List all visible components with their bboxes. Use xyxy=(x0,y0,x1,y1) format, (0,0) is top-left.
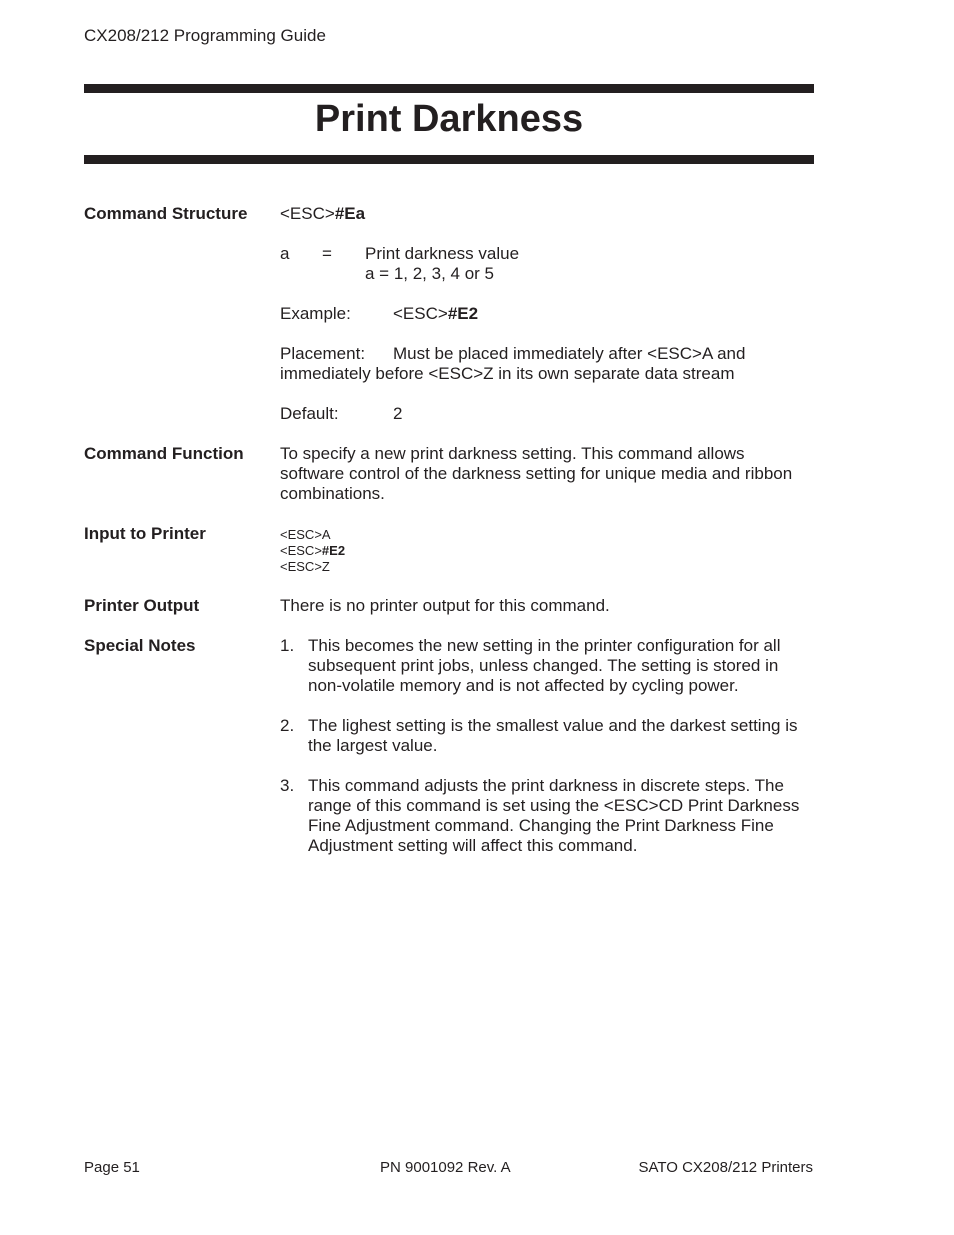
note-text: This command adjusts the print darkness in discrete steps. The range of this command is set using the <ESC>CD Print Darkness Fine Adjustment command. Changing the Print Darkness Fine Adjustment setting will affect this command. xyxy=(308,776,800,855)
note-number: 3. xyxy=(280,776,295,795)
note-text: This becomes the new setting in the printer configuration for all subsequent print jobs, unless changed. The setting is stored in non-volatile memory and is not affected by cycling power. xyxy=(308,636,781,695)
running-header: CX208/212 Programming Guide xyxy=(84,26,326,45)
placement-line-2: immediately before <ESC>Z in its own separate data stream xyxy=(280,364,735,383)
command-function-text: To specify a new print darkness setting. This command allows software control of the darkness setting for unique media and ribbon combinations. xyxy=(280,444,793,503)
footer-page-number: Page 51 xyxy=(84,1159,140,1176)
title-rule-top xyxy=(84,84,814,93)
page-title: Print Darkness xyxy=(314,98,584,140)
input-line-2-prefix: <ESC> xyxy=(280,543,322,558)
default-value: 2 xyxy=(393,404,403,423)
input-line-1: <ESC>A xyxy=(280,527,331,542)
example-value xyxy=(393,304,478,324)
special-notes-label: Special Notes xyxy=(84,636,196,655)
param-desc: Print darkness value xyxy=(365,244,520,263)
footer-product: SATO CX208/212 Printers xyxy=(638,1159,813,1176)
title-rule-bottom xyxy=(84,155,814,164)
param-eq: = xyxy=(322,244,332,263)
input-line-3: <ESC>Z xyxy=(280,559,330,574)
param-values: a = 1, 2, 3, 4 or 5 xyxy=(365,264,495,283)
note-number: 1. xyxy=(280,636,295,655)
param-name: a xyxy=(280,244,290,263)
note-number: 2. xyxy=(280,716,295,735)
example-label: Example: xyxy=(280,304,351,323)
example-command: #E2 xyxy=(447,304,479,323)
command-prefix: <ESC> xyxy=(280,204,335,223)
placement-line-1: Must be placed immediately after <ESC>A and xyxy=(393,344,746,363)
example-prefix: <ESC> xyxy=(393,304,448,323)
command-code: #Ea xyxy=(334,204,366,223)
placement-label: Placement: xyxy=(280,344,366,363)
default-label: Default: xyxy=(280,404,339,423)
note-text: The lighest setting is the smallest value and the darkest setting is the largest value. xyxy=(308,716,798,755)
input-line-2-command: #E2 xyxy=(321,543,346,558)
input-to-printer-label: Input to Printer xyxy=(84,524,206,543)
command-syntax xyxy=(280,204,365,224)
command-structure-label: Command Structure xyxy=(84,204,248,223)
printer-output-text: There is no printer output for this command. xyxy=(280,596,610,615)
command-function-label: Command Function xyxy=(84,444,244,463)
input-line-2 xyxy=(280,543,345,559)
footer-part-number: PN 9001092 Rev. A xyxy=(380,1159,511,1176)
printer-output-label: Printer Output xyxy=(84,596,200,615)
